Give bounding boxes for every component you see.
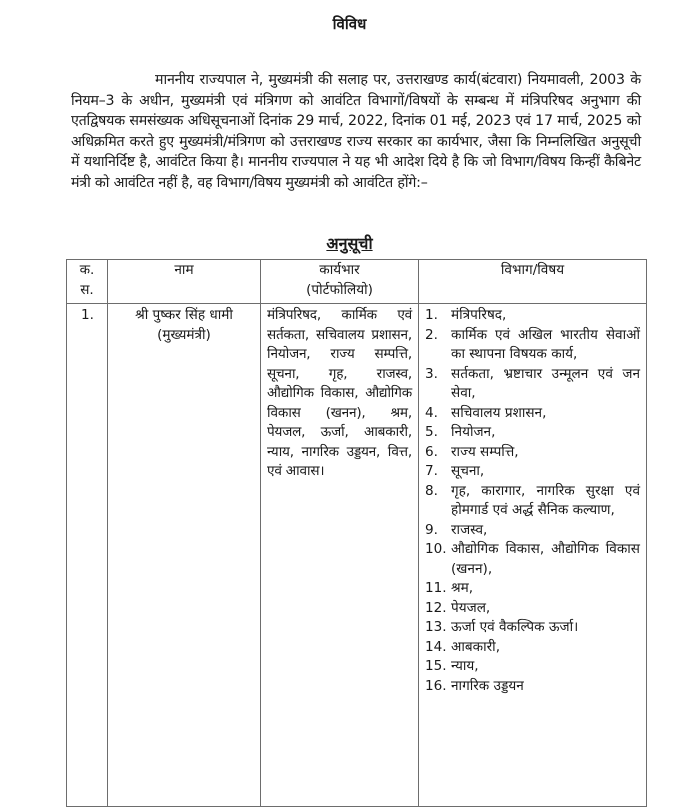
department-item (425, 579, 640, 599)
department-number: 3. (425, 365, 438, 382)
department-number: 4. (425, 404, 438, 421)
schedule-table (66, 259, 647, 807)
department-number: 11. (425, 580, 447, 596)
department-number: 9. (425, 521, 438, 538)
department-number: 15. (425, 658, 447, 674)
minister-name: श्री पुष्कर सिंह धामी (135, 307, 233, 323)
table-header-row (67, 260, 647, 304)
department-list (425, 306, 640, 696)
department-item (425, 677, 640, 697)
department-text: औद्योगिक विकास, औद्योगिक विकास (खनन), (451, 541, 640, 577)
department-text: राजस्व, (451, 521, 488, 538)
department-item (425, 404, 640, 424)
department-text: ऊर्जा एवं वैकल्पिक ऊर्जा। (451, 619, 579, 635)
department-item (425, 638, 640, 658)
cell-serial: 1. (67, 304, 108, 807)
department-text: पेयजल, (451, 599, 491, 616)
department-number: 5. (425, 424, 438, 440)
department-number: 12. (425, 599, 447, 616)
department-text: सचिवालय प्रशासन, (451, 404, 547, 421)
header-portfolio-line1: कार्यभार (319, 262, 360, 278)
table-row (67, 304, 647, 807)
document-heading: विविध (332, 15, 367, 33)
department-text: सर्तकता, भ्रष्टाचार उन्मूलन एवं जन सेवा, (451, 365, 640, 401)
department-number: 7. (425, 463, 438, 479)
department-item (425, 326, 640, 365)
cell-portfolio: मंत्रिपरिषद, कार्मिक एवं सर्तकता, सचिवालय प्रशासन, नियोजन, राज्य सम्पत्ति, सूचना, गृह, राजस्व, औद्योगिक विकास, औद्योगिक विकास (खनन), श्रम, पेयजल, ऊर्जा, आबकारी, न्याय, नागरिक उड्डयन, वित्त, एवं आवास। (261, 304, 419, 807)
department-item (425, 462, 640, 482)
department-item (425, 423, 640, 443)
header-name: नाम (108, 260, 261, 304)
department-number: 2. (425, 326, 438, 343)
department-text: राज्य सम्पत्ति, (451, 443, 519, 460)
cell-name (108, 304, 261, 807)
department-number: 10. (425, 541, 447, 557)
schedule-title: अनुसूची (326, 234, 373, 253)
department-number: 8. (425, 482, 438, 499)
department-text: सूचना, (451, 463, 485, 479)
department-item (425, 365, 640, 404)
minister-designation: (मुख्यमंत्री) (157, 326, 211, 343)
department-item (425, 443, 640, 463)
department-item (425, 657, 640, 677)
header-portfolio (261, 260, 419, 304)
cell-departments (419, 304, 647, 807)
department-text: नियोजन, (451, 424, 496, 440)
department-text: आबकारी, (451, 638, 501, 655)
department-item (425, 599, 640, 619)
header-portfolio-line2: (पोर्टफोलियो) (306, 281, 373, 298)
department-number: 14. (425, 638, 447, 655)
department-item (425, 540, 640, 579)
header-serial-line1: क. (79, 262, 95, 278)
department-item (425, 482, 640, 521)
department-item (425, 306, 640, 326)
header-serial (67, 260, 108, 304)
department-text: मंत्रिपरिषद, (451, 307, 507, 323)
department-number: 6. (425, 443, 438, 460)
department-item (425, 618, 640, 638)
department-item (425, 521, 640, 541)
intro-paragraph: माननीय राज्यपाल ने, मुख्यमंत्री की सलाह पर, उत्तराखण्ड कार्य(बंटवारा) नियमावली, 2003 के नियम–3 के अधीन, मुख्यमंत्री एवं मंत्रिगण को आवंटित विभागों/विषयों के सम्बन्ध में मंत्रिपरिषद अनुभाग की एतद्विषयक समसंख्यक अधिसूचनाओं दिनांक 29 मार्च, 2022, दिनांक 01 मई, 2023 एवं 17 मार्च, 2025 को अधिक्रमित करते हुए मुख्यमंत्री/मंत्रिगण को उत्तराखण्ड राज्य सरकार का कार्यभार, जैसा कि निम्नलिखित अनुसूची में यथानिर्दिष्ट है, आवंटित किया है। माननीय राज्यपाल ने यह भी आदेश दिये है कि जो विभाग/विषय किन्हीं कैबिनेट मंत्री को आवंटित नहीं है, वह विभाग/विषय मुख्यमंत्री को आवंटित होंगे:– (71, 72, 641, 191)
department-text: गृह, कारागार, नागरिक सुरक्षा एवं होमगार्ड एवं अर्द्ध सैनिक कल्याण, (451, 482, 640, 518)
department-text: नागरिक उड्डयन (451, 677, 524, 694)
department-text: कार्मिक एवं अखिल भारतीय सेवाओं का स्थापना विषयक कार्य, (451, 326, 640, 362)
header-serial-line2: स. (80, 281, 94, 298)
department-text: श्रम, (451, 580, 474, 596)
department-number: 13. (425, 619, 447, 635)
department-number: 16. (425, 677, 447, 694)
department-text: न्याय, (451, 658, 479, 674)
department-number: 1. (425, 307, 438, 323)
header-departments: विभाग/विषय (419, 260, 647, 304)
